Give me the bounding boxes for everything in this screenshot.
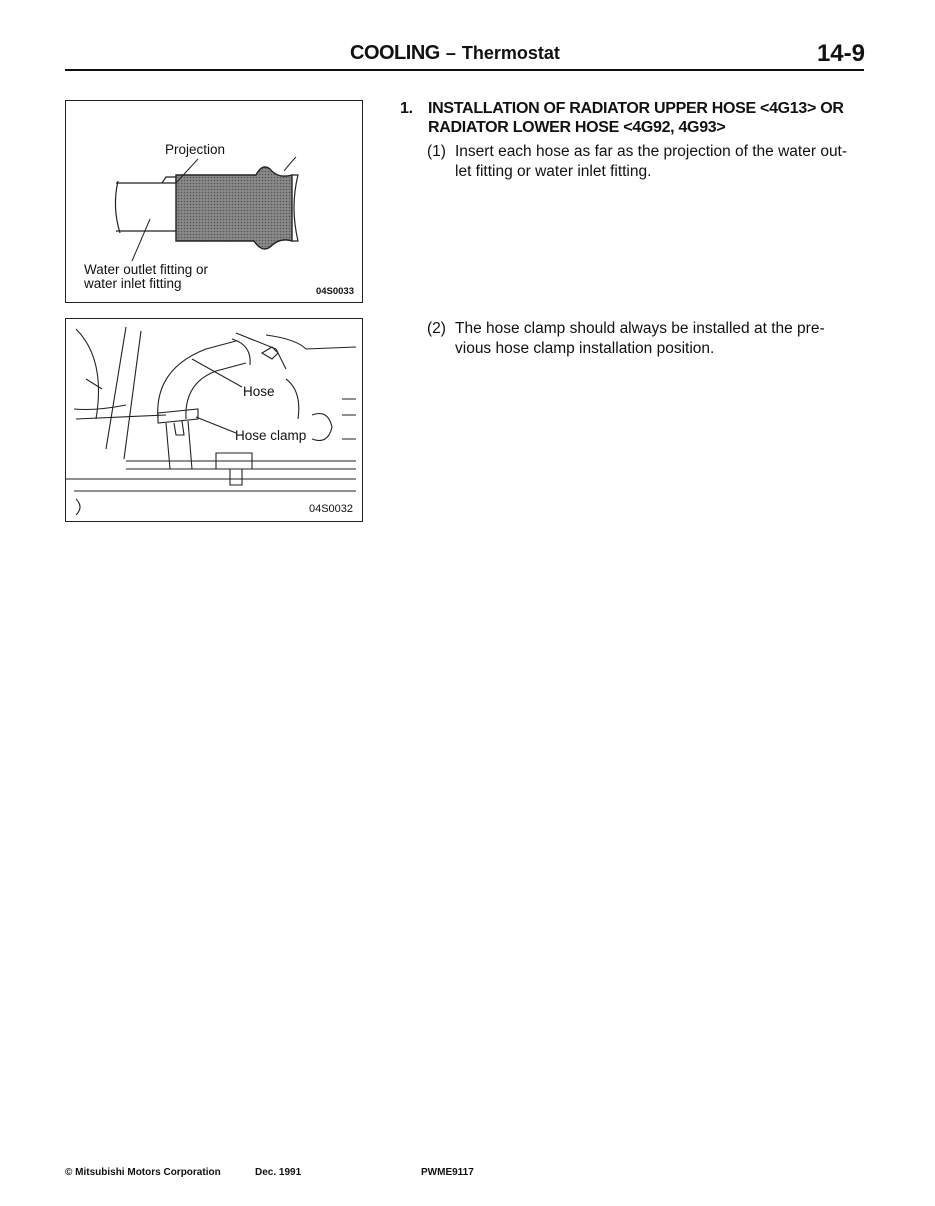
header-separator: – xyxy=(445,43,456,63)
footer-date: Dec. 1991 xyxy=(255,1167,302,1178)
figure-code: 04S0033 xyxy=(315,286,354,297)
sub-step-1-line2: let fitting or water inlet fitting. xyxy=(455,163,652,180)
label-hose: Hose xyxy=(243,384,275,399)
sub-step-2-line2: vious hose clamp installation position. xyxy=(455,340,715,357)
sub-step-number: (2) xyxy=(427,320,446,337)
sub-step-1-line1: Insert each hose as far as the projection of the water out- xyxy=(455,143,848,160)
label-fitting-line2: water inlet fitting xyxy=(84,276,182,291)
header-rule xyxy=(65,69,864,71)
figure-hose-clamp xyxy=(65,318,363,522)
step-number: 1. xyxy=(400,100,413,117)
footer-copyright: © Mitsubishi Motors Corporation xyxy=(65,1167,221,1178)
sub-step-2-line1: The hose clamp should always be installed at the pre- xyxy=(455,320,825,337)
step-heading-line1: INSTALLATION OF RADIATOR UPPER HOSE <4G13> OR xyxy=(428,100,844,117)
sub-step-number: (1) xyxy=(427,143,446,160)
section-header xyxy=(350,42,560,65)
label-hose-clamp: Hose clamp xyxy=(235,428,307,443)
label-fitting-line1: Water outlet fitting or xyxy=(84,262,209,277)
section-subtitle: Thermostat xyxy=(461,43,560,63)
figure-hose-projection xyxy=(65,100,363,303)
page-number: 14-9 xyxy=(816,40,865,67)
step-heading-line2: RADIATOR LOWER HOSE <4G92, 4G93> xyxy=(428,119,726,136)
footer-doc-code: PWME9117 xyxy=(421,1167,474,1178)
figure-code: 04S0032 xyxy=(308,503,353,515)
hose-clamp-drawing xyxy=(66,319,363,522)
section-title: COOLING xyxy=(350,42,440,64)
label-projection: Projection xyxy=(165,142,226,157)
